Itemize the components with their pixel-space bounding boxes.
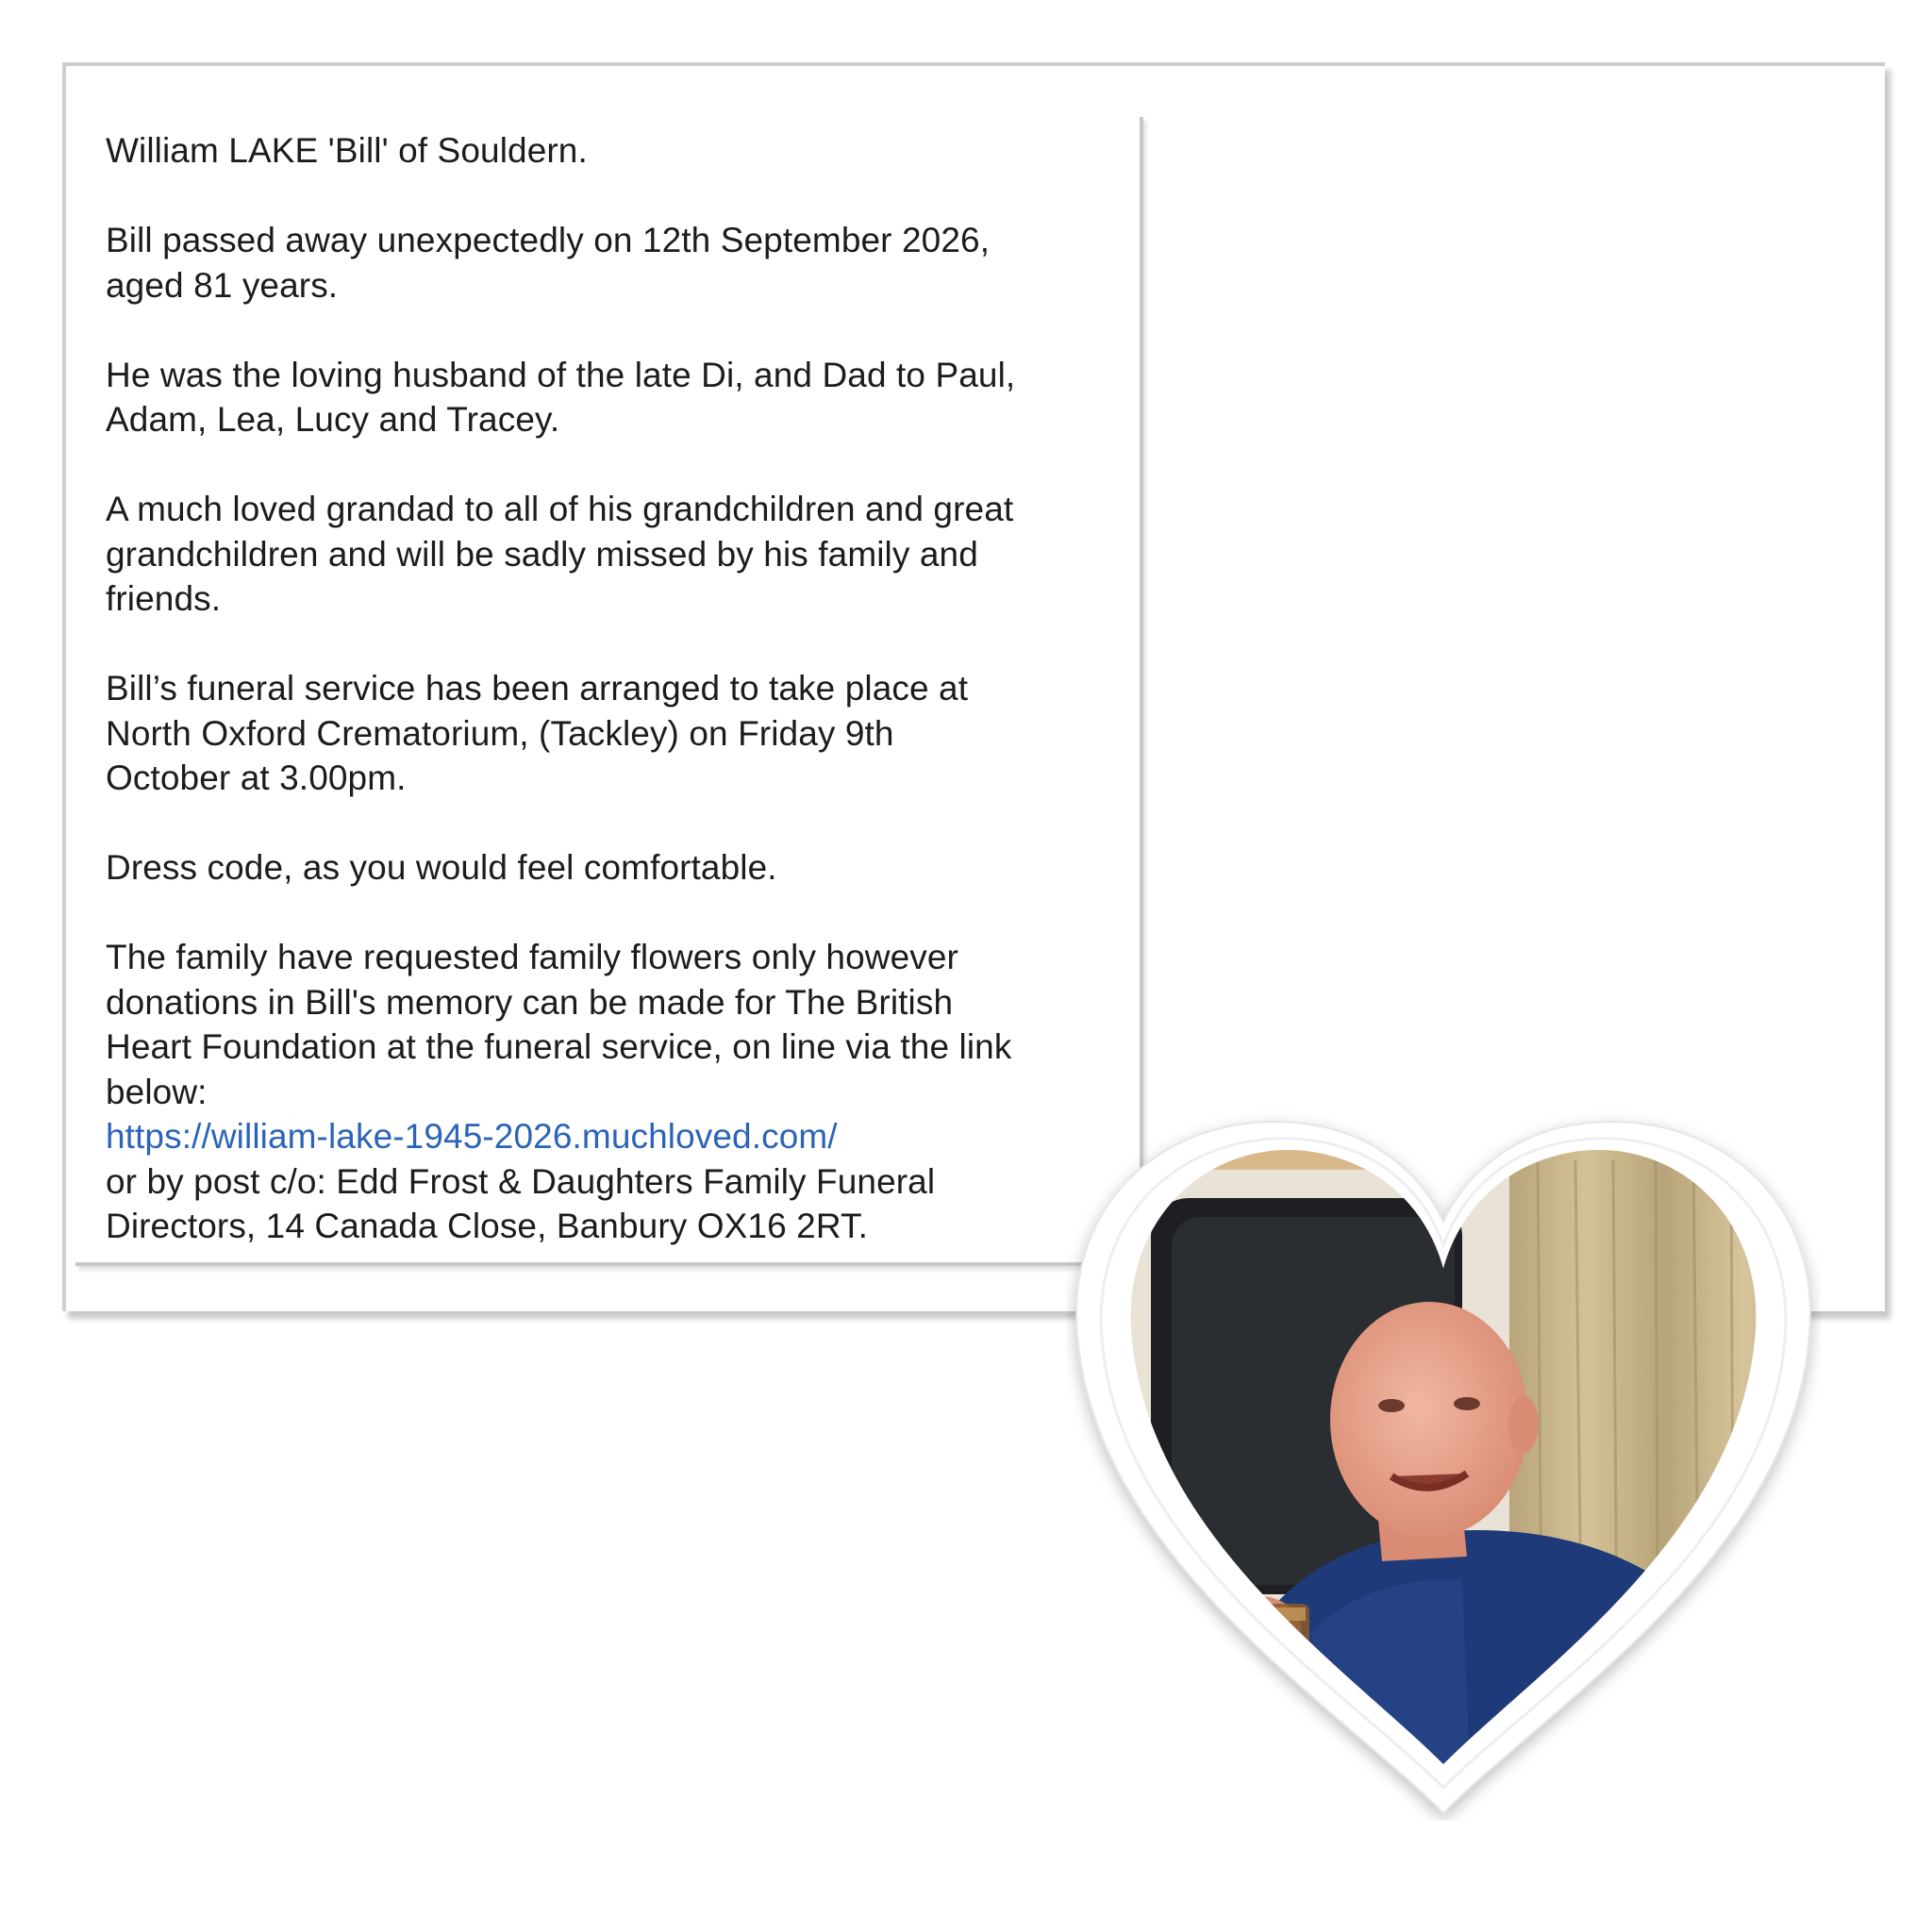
obituary-notice (106, 128, 1124, 1249)
heart-photo-frame (1066, 1104, 1821, 1821)
passing-paragraph: Bill passed away unexpectedly on 12th September 2026, aged 81 years. (106, 221, 991, 305)
donations-paragraph: The family have requested family flowers only however donations in Bill's memory can be made for The British Heart Foundation at the funeral service, on line via the link below: https://william-lake-1945-2026.muchloved.com/ or by post c/o: Edd Frost & Daughters Family Funeral Directors, 14 Canada Close, Banbury OX16 2RT. (106, 938, 1012, 1245)
notice-heading: William LAKE 'Bill' of Souldern. (106, 131, 588, 170)
grandad-paragraph: A much loved grandad to all of his grandchildren and great grandchildren and will be sadly missed by his family and friends. (106, 490, 1014, 618)
family-paragraph: He was the loving husband of the late Di, and Dad to Paul, Adam, Lea, Lucy and Tracey. (106, 355, 1016, 439)
donation-link[interactable]: https://william-lake-1945-2026.muchloved.com/ (106, 1117, 838, 1156)
portrait-photo-icon (1066, 1104, 1821, 1821)
funeral-paragraph: Bill’s funeral service has been arranged to take place at North Oxford Crematorium, (Tackley) on Friday 9th October at 3.00pm. (106, 669, 969, 797)
dress-code-paragraph: Dress code, as you would feel comfortable. (106, 848, 777, 887)
